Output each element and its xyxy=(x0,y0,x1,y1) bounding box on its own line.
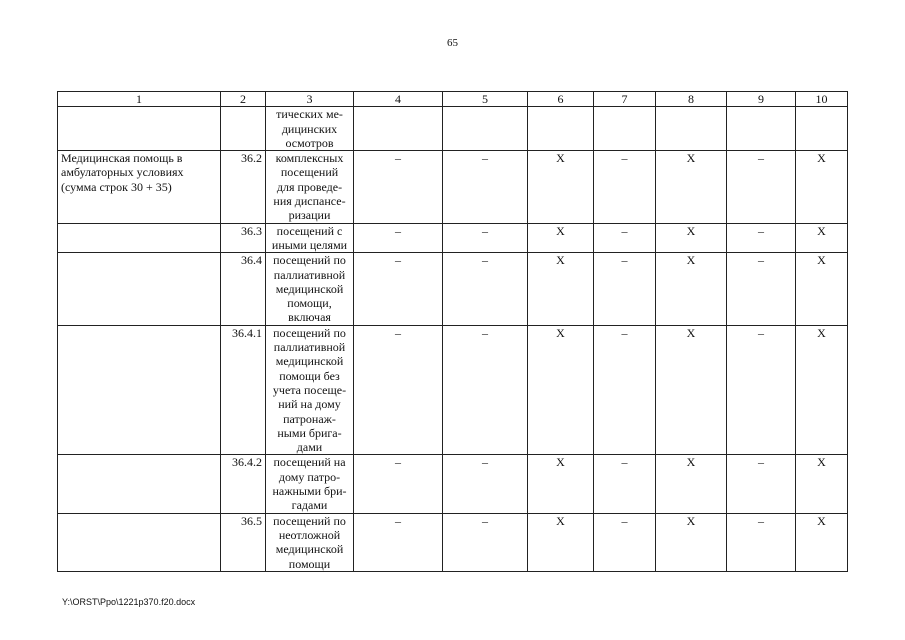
row-value: – xyxy=(354,455,443,513)
column-header: 7 xyxy=(594,92,656,107)
row-unit: тических ме- дицинских осмотров xyxy=(266,107,354,151)
row-value: – xyxy=(727,253,796,325)
row-value xyxy=(656,107,727,151)
row-number: 36.5 xyxy=(221,513,266,571)
table-row xyxy=(58,151,848,223)
row-name xyxy=(58,325,221,455)
row-value: – xyxy=(727,455,796,513)
row-value: – xyxy=(594,253,656,325)
row-value: – xyxy=(443,151,528,223)
row-value: Х xyxy=(528,151,594,223)
row-value: – xyxy=(354,253,443,325)
row-value: – xyxy=(443,253,528,325)
table-row xyxy=(58,223,848,253)
row-value: – xyxy=(727,325,796,455)
table-row xyxy=(58,253,848,325)
file-path-footer: Y:\ORST\Ppo\1221p370.f20.docx xyxy=(62,597,196,607)
row-value: Х xyxy=(656,325,727,455)
row-value xyxy=(594,107,656,151)
column-header: 9 xyxy=(727,92,796,107)
row-unit: посещений по паллиативной медицинской помощи без учета посеще- ний на дому патронаж- ными брига- дами xyxy=(266,325,354,455)
row-value: Х xyxy=(796,455,848,513)
row-number: 36.2 xyxy=(221,151,266,223)
row-value: Х xyxy=(656,455,727,513)
row-name: Медицинская помощь в амбулаторных условиях (сумма строк 30 + 35) xyxy=(58,151,221,223)
row-value: – xyxy=(443,325,528,455)
table-row xyxy=(58,107,848,151)
row-value: – xyxy=(727,151,796,223)
table-row xyxy=(58,455,848,513)
column-header: 3 xyxy=(266,92,354,107)
row-value: – xyxy=(594,151,656,223)
row-value: Х xyxy=(528,253,594,325)
row-number: 36.3 xyxy=(221,223,266,253)
column-header: 5 xyxy=(443,92,528,107)
row-value: – xyxy=(594,513,656,571)
row-value: – xyxy=(354,151,443,223)
row-unit: посещений с иными целями xyxy=(266,223,354,253)
column-header: 10 xyxy=(796,92,848,107)
row-number: 36.4.1 xyxy=(221,325,266,455)
row-value xyxy=(443,107,528,151)
row-value xyxy=(727,107,796,151)
row-value xyxy=(796,107,848,151)
column-header: 1 xyxy=(58,92,221,107)
row-value: Х xyxy=(656,513,727,571)
row-value: Х xyxy=(528,513,594,571)
row-value: – xyxy=(594,223,656,253)
table-row xyxy=(58,325,848,455)
row-number xyxy=(221,107,266,151)
row-unit: посещений на дому патро- нажными бри- гадами xyxy=(266,455,354,513)
row-name xyxy=(58,513,221,571)
header-row xyxy=(58,92,848,107)
column-header: 8 xyxy=(656,92,727,107)
row-value: – xyxy=(354,223,443,253)
row-name xyxy=(58,107,221,151)
row-unit: посещений по неотложной медицинской помощи xyxy=(266,513,354,571)
row-value: Х xyxy=(528,223,594,253)
row-name xyxy=(58,223,221,253)
column-header: 4 xyxy=(354,92,443,107)
row-unit: комплексных посещений для проведе- ния диспансе- ризации xyxy=(266,151,354,223)
row-value: Х xyxy=(528,325,594,455)
row-value: Х xyxy=(796,325,848,455)
row-value: Х xyxy=(796,223,848,253)
row-value xyxy=(354,107,443,151)
page-number: 65 xyxy=(447,37,458,49)
row-number: 36.4.2 xyxy=(221,455,266,513)
row-number: 36.4 xyxy=(221,253,266,325)
row-value xyxy=(528,107,594,151)
row-name xyxy=(58,253,221,325)
row-unit: посещений по паллиативной медицинской помощи, включая xyxy=(266,253,354,325)
column-header: 2 xyxy=(221,92,266,107)
data-table xyxy=(57,91,848,572)
row-value: Х xyxy=(528,455,594,513)
row-value: Х xyxy=(656,223,727,253)
row-value: Х xyxy=(656,253,727,325)
column-header: 6 xyxy=(528,92,594,107)
row-value: – xyxy=(594,455,656,513)
row-value: Х xyxy=(796,513,848,571)
row-value: – xyxy=(443,513,528,571)
row-value: – xyxy=(443,455,528,513)
row-value: – xyxy=(443,223,528,253)
row-value: – xyxy=(354,513,443,571)
row-value: Х xyxy=(796,253,848,325)
row-value: – xyxy=(727,223,796,253)
row-name xyxy=(58,455,221,513)
table-row xyxy=(58,513,848,571)
row-value: – xyxy=(354,325,443,455)
row-value: – xyxy=(727,513,796,571)
row-value: Х xyxy=(796,151,848,223)
row-value: – xyxy=(594,325,656,455)
row-value: Х xyxy=(656,151,727,223)
